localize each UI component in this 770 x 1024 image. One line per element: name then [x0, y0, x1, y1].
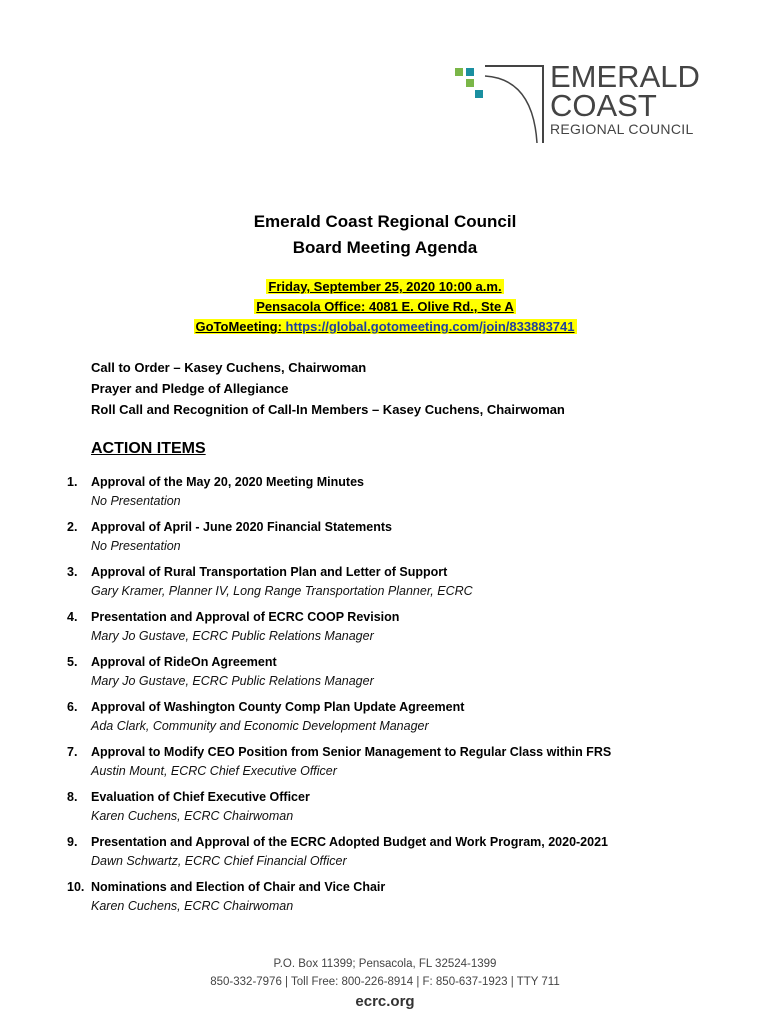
opening-section — [91, 357, 565, 420]
agenda-title — [0, 209, 770, 261]
item-presenter: Mary Jo Gustave, ECRC Public Relations Manager — [91, 674, 374, 688]
list-item — [67, 788, 747, 825]
footer — [0, 955, 770, 1011]
item-presenter: Karen Cuchens, ECRC Chairwoman — [91, 809, 294, 823]
item-title: Evaluation of Chief Executive Officer — [91, 790, 310, 804]
call-to-order: Call to Order – Kasey Cuchens, Chairwoman — [91, 360, 367, 375]
list-item — [67, 518, 747, 555]
list-item — [67, 743, 747, 780]
gotomeeting-line — [194, 319, 577, 334]
item-presenter: Austin Mount, ECRC Chief Executive Officer — [91, 764, 337, 778]
footer-address: P.O. Box 11399; Pensacola, FL 32524-1399 — [273, 958, 497, 970]
logo-line-coast: COAST — [550, 88, 657, 123]
item-number: 8. — [67, 790, 78, 804]
item-number: 10. — [67, 880, 85, 894]
item-presenter: Karen Cuchens, ECRC Chairwoman — [91, 899, 294, 913]
gotomeeting-label: GoToMeeting: — [195, 319, 282, 334]
item-number: 4. — [67, 610, 78, 624]
item-presenter: Dawn Schwartz, ECRC Chief Financial Officer — [91, 854, 347, 868]
footer-phones: 850-332-7976 | Toll Free: 800-226-8914 | F: 850-637-1923 | TTY 711 — [210, 976, 560, 988]
item-number: 7. — [67, 745, 78, 759]
logo-wordmark — [550, 59, 700, 138]
item-title: Presentation and Approval of ECRC COOP Revision — [91, 610, 400, 624]
item-presenter: No Presentation — [91, 494, 181, 508]
logo-line-emerald: EMERALD — [550, 59, 700, 94]
org-name: Emerald Coast Regional Council — [253, 212, 517, 231]
item-number: 6. — [67, 700, 78, 714]
item-number: 1. — [67, 475, 78, 489]
action-items-list — [67, 473, 747, 923]
item-number: 3. — [67, 565, 78, 579]
doc-title: Board Meeting Agenda — [292, 238, 478, 257]
list-item — [67, 698, 747, 735]
list-item — [67, 563, 747, 600]
item-title: Approval of Rural Transportation Plan and Letter of Support — [91, 565, 448, 579]
item-number: 9. — [67, 835, 78, 849]
item-title: Approval of the May 20, 2020 Meeting Minutes — [91, 475, 364, 489]
item-number: 5. — [67, 655, 78, 669]
prayer-pledge: Prayer and Pledge of Allegiance — [91, 381, 289, 396]
action-items-heading: ACTION ITEMS — [91, 440, 206, 457]
list-item — [67, 878, 747, 915]
item-presenter: Ada Clark, Community and Economic Development Manager — [91, 719, 429, 733]
item-presenter: No Presentation — [91, 539, 181, 553]
meeting-location: Pensacola Office: 4081 E. Olive Rd., Ste A — [256, 299, 514, 314]
footer-website[interactable]: ecrc.org — [355, 993, 415, 1010]
list-item — [67, 473, 747, 510]
item-presenter: Gary Kramer, Planner IV, Long Range Transportation Planner, ECRC — [91, 584, 473, 598]
meeting-datetime: Friday, September 25, 2020 10:00 a.m. — [268, 279, 502, 294]
gotomeeting-link[interactable]: https://global.gotomeeting.com/join/833883741 — [285, 319, 575, 334]
item-presenter: Mary Jo Gustave, ECRC Public Relations Manager — [91, 629, 374, 643]
item-number: 2. — [67, 520, 78, 534]
roll-call: Roll Call and Recognition of Call-In Members – Kasey Cuchens, Chairwoman — [91, 402, 565, 417]
logo-line-regional-council: REGIONAL COUNCIL — [550, 121, 694, 137]
item-title: Approval of RideOn Agreement — [91, 655, 277, 669]
item-title: Approval of April - June 2020 Financial Statements — [91, 520, 393, 534]
meeting-info — [0, 277, 770, 337]
list-item — [67, 608, 747, 645]
list-item — [67, 833, 747, 870]
item-title: Presentation and Approval of the ECRC Adopted Budget and Work Program, 2020-2021 — [91, 835, 608, 849]
item-title: Approval of Washington County Comp Plan Update Agreement — [91, 700, 465, 714]
list-item — [67, 653, 747, 690]
item-title: Nominations and Election of Chair and Vice Chair — [91, 880, 386, 894]
item-title: Approval to Modify CEO Position from Senior Management to Regular Class within FRS — [91, 745, 612, 759]
